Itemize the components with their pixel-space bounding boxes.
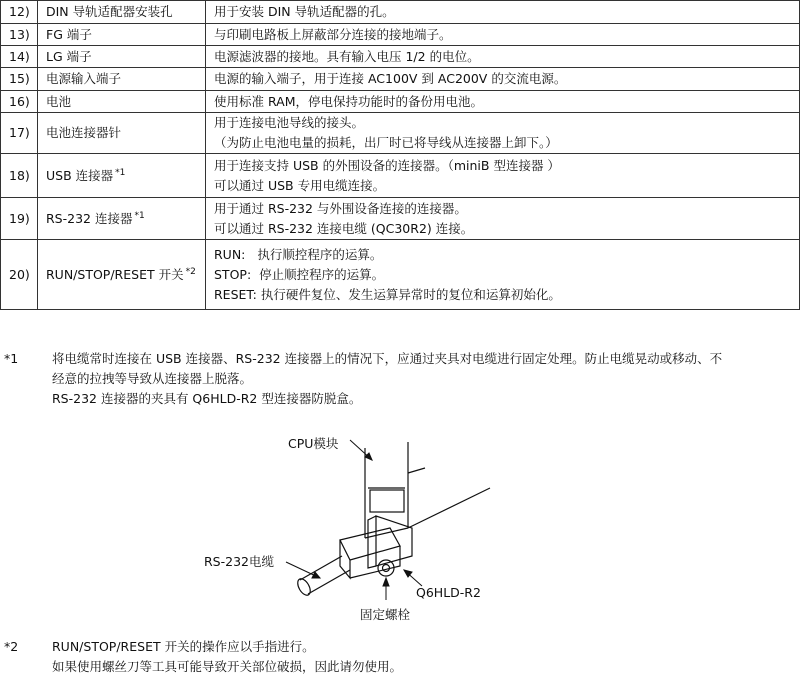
component-name bbox=[38, 91, 206, 113]
row-number: 13) bbox=[1, 24, 38, 46]
table-row bbox=[1, 24, 800, 46]
table-row bbox=[1, 240, 800, 310]
footnote-2-line: RUN/STOP/RESET 开关的操作应以手指进行。 bbox=[52, 639, 315, 654]
row-number: 20) bbox=[1, 240, 38, 310]
description-line: 使用标准 RAM，停电保持功能时的备份用电池。 bbox=[214, 93, 483, 109]
description-line: （为防止电池电量的损耗，出厂时已将导线从连接器上卸下。） bbox=[214, 135, 558, 150]
component-description bbox=[206, 46, 800, 68]
cpu-module-label: CPU模块 bbox=[288, 436, 339, 451]
description-line: 用于通过 RS-232 与外围设备连接的连接器。 bbox=[214, 200, 467, 216]
component-description bbox=[206, 91, 800, 113]
footnote-ref: *1 bbox=[134, 210, 145, 221]
description-line: 用于安装 DIN 导轨适配器的孔。 bbox=[214, 4, 395, 19]
component-name bbox=[38, 113, 206, 154]
component-description bbox=[206, 24, 800, 46]
component-name bbox=[38, 24, 206, 46]
component-name-text: DIN 导轨适配器安装孔 bbox=[46, 4, 173, 19]
row-number: 19) bbox=[1, 198, 38, 240]
description-line: 可以通过 USB 专用电缆连接。 bbox=[214, 177, 386, 193]
footnote-1-line: 经意的拉拽等导致从连接器上脱落。 bbox=[52, 371, 253, 386]
row-number: 17) bbox=[1, 113, 38, 154]
description-line: 用于连接电池导线的接头。 bbox=[214, 115, 365, 130]
component-description bbox=[206, 198, 800, 240]
clip-label: Q6HLD-R2 bbox=[416, 585, 481, 600]
component-name-text: 电池连接器针 bbox=[46, 125, 122, 140]
table-row bbox=[1, 113, 800, 154]
component-description bbox=[206, 1, 800, 24]
table-row bbox=[1, 46, 800, 68]
footnote-2-mark: *2 bbox=[4, 639, 19, 654]
component-name bbox=[38, 1, 206, 24]
table-row bbox=[1, 1, 800, 24]
description-line: 电源的输入端子，用于连接 AC100V 到 AC200V 的交流电源。 bbox=[214, 71, 567, 86]
cable-label: RS-232电缆 bbox=[204, 554, 274, 569]
table-row bbox=[1, 68, 800, 91]
component-description bbox=[206, 240, 800, 310]
component-name-text: 电池 bbox=[46, 93, 72, 109]
row-number: 14) bbox=[1, 46, 38, 68]
row-number: 15) bbox=[1, 68, 38, 91]
component-name bbox=[38, 154, 206, 198]
footnote-1-line: 将电缆常时连接在 USB 连接器、RS-232 连接器上的情况下，应通过夹具对电缆进行固定处理。防止电缆晃动或移动、不 bbox=[52, 351, 723, 366]
component-name bbox=[38, 198, 206, 240]
component-description bbox=[206, 68, 800, 91]
component-name bbox=[38, 46, 206, 68]
row-number: 12) bbox=[1, 1, 38, 24]
component-description bbox=[206, 154, 800, 198]
connector-figure bbox=[190, 428, 550, 628]
component-name-text: RUN/STOP/RESET 开关 bbox=[46, 266, 184, 282]
component-name-text: RS-232 连接器 bbox=[46, 210, 133, 226]
component-table bbox=[0, 0, 800, 310]
component-name bbox=[38, 68, 206, 91]
description-line: 可以通过 RS-232 连接电缆 (QC30R2) 连接。 bbox=[214, 220, 474, 236]
description-line: STOP: 停止顺控程序的运算。 bbox=[214, 266, 385, 282]
table-row bbox=[1, 154, 800, 198]
component-description bbox=[206, 113, 800, 154]
footnote-1-line: RS-232 连接器的夹具有 Q6HLD-R2 型连接器防脱盒。 bbox=[52, 391, 362, 406]
description-line: 电源滤波器的接地。具有输入电压 1/2 的电位。 bbox=[214, 48, 480, 64]
description-line: RUN: 执行顺控程序的运算。 bbox=[214, 246, 383, 262]
row-number: 16) bbox=[1, 91, 38, 113]
table-row bbox=[1, 91, 800, 113]
table-row bbox=[1, 198, 800, 240]
description-line: RESET: 执行硬件复位、发生运算异常时的复位和运算初始化。 bbox=[214, 286, 561, 302]
description-line: 与印刷电路板上屏蔽部分连接的接地端子。 bbox=[214, 26, 452, 42]
connector-diagram bbox=[190, 428, 550, 628]
footnote-1-mark: *1 bbox=[4, 351, 19, 366]
footnote-ref: *1 bbox=[115, 167, 126, 178]
row-number: 18) bbox=[1, 154, 38, 198]
component-name bbox=[38, 240, 206, 310]
description-line: 用于连接支持 USB 的外围设备的连接器。（miniB 型连接器 ） bbox=[214, 157, 560, 173]
component-name-text: 电源输入端子 bbox=[46, 71, 122, 86]
footnote-2-line: 如果使用螺丝刀等工具可能导致开关部位破损，因此请勿使用。 bbox=[52, 659, 403, 674]
component-name-text: FG 端子 bbox=[46, 26, 92, 42]
component-name-text: LG 端子 bbox=[46, 48, 92, 64]
footnote-ref: *2 bbox=[185, 266, 196, 277]
screw-label: 固定螺栓 bbox=[360, 607, 411, 622]
component-name-text: USB 连接器 bbox=[46, 167, 114, 183]
